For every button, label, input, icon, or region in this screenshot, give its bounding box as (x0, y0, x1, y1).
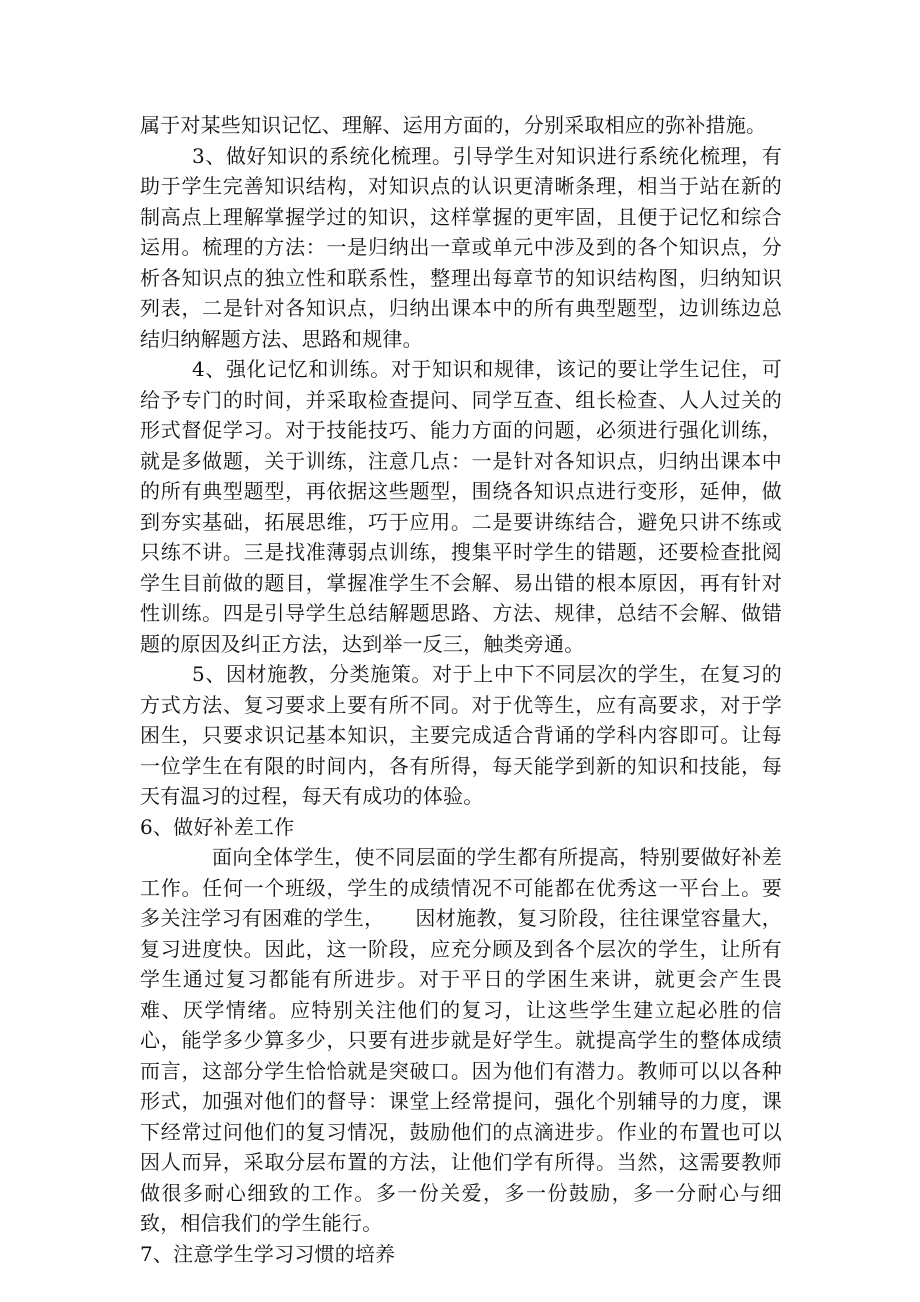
document-body (140, 110, 782, 1269)
paragraph-6-remedial-work: 面向全体学生，使不同层面的学生都有所提高，特别要做好补差工作。任何一个班级，学生的成绩情况不可能都在优秀这一平台上。要多关注学习有困难的学生， 因材施教，复习阶段，往往课堂容量大，复习进度快。因此，这一阶段，应充分顾及到各个层次的学生，让所有学生通过复习都能有所进步。对于平日的学困生来讲，就更会产生畏难、厌学情绪。应特别关注他们的复习，让这些学生建立起必胜的信心，能学多少算多少，只要有进步就是好学生。就提高学生的整体成绩而言，这部分学生恰恰就是突破口。因为他们有潜力。教师可以以各种形式，加强对他们的督导：课堂上经常提问，强化个别辅导的力度，课下经常过问他们的复习情况，鼓励他们的点滴进步。作业的布置也可以因人而异，采取分层布置的方法，让他们学有所得。当然，这需要教师做很多耐心细致的工作。多一份关爱，多一份鼓励，多一分耐心与细致，相信我们的学生能行。 (140, 845, 782, 1235)
paragraph-continuation: 属于对某些知识记忆、理解、运用方面的，分别采取相应的弥补措施。 (140, 113, 767, 137)
heading-6-remedial-work: 6、做好补差工作 (140, 814, 295, 839)
heading-7-study-habits: 7、注意学生学习习惯的培养 (140, 1241, 396, 1266)
paragraph-3-knowledge-organization: 3、做好知识的系统化梳理。引导学生对知识进行系统化梳理，有助于学生完善知识结构，对知识点的认识更清晰条理，相当于站在新的制高点上理解掌握学过的知识，这样掌握的更牢固，且便于记忆和综合运用。梳理的方法：一是归纳出一章或单元中涉及到的各个知识点，分析各知识点的独立性和联系性，整理出每章节的知识结构图，归纳知识列表，二是针对各知识点，归纳出课本中的所有典型题型，边训练边总结归纳解题方法、思路和规律。 (140, 143, 782, 351)
paragraph-4-memory-training: 4、强化记忆和训练。对于知识和规律，该记的要让学生记住，可给予专门的时间，并采取检查提问、同学互查、组长检查、人人过关的形式督促学习。对于技能技巧、能力方面的问题，必须进行强化训练，就是多做题，关于训练，注意几点：一是针对各知识点，归纳出课本中的所有典型题型，再依据这些题型，围绕各知识点进行变形，延伸，做到夯实基础，拓展思维，巧于应用。二是要讲练结合，避免只讲不练或只练不讲。三是找准薄弱点训练，搜集平时学生的错题，还要检查批阅学生目前做的题目，掌握准学生不会解、易出错的根本原因，再有针对性训练。四是引导学生总结解题思路、方法、规律，总结不会解、做错题的原因及纠正方法，达到举一反三，触类旁通。 (140, 357, 782, 656)
paragraph-5-differentiated-teaching: 5、因材施教，分类施策。对于上中下不同层次的学生，在复习的方式方法、复习要求上要有所不同。对于优等生，应有高要求，对于学困生，只要求识记基本知识，主要完成适合背诵的学科内容即可。让每一位学生在有限的时间内，各有所得，每天能学到新的知识和技能，每天有温习的过程，每天有成功的体验。 (140, 662, 782, 808)
